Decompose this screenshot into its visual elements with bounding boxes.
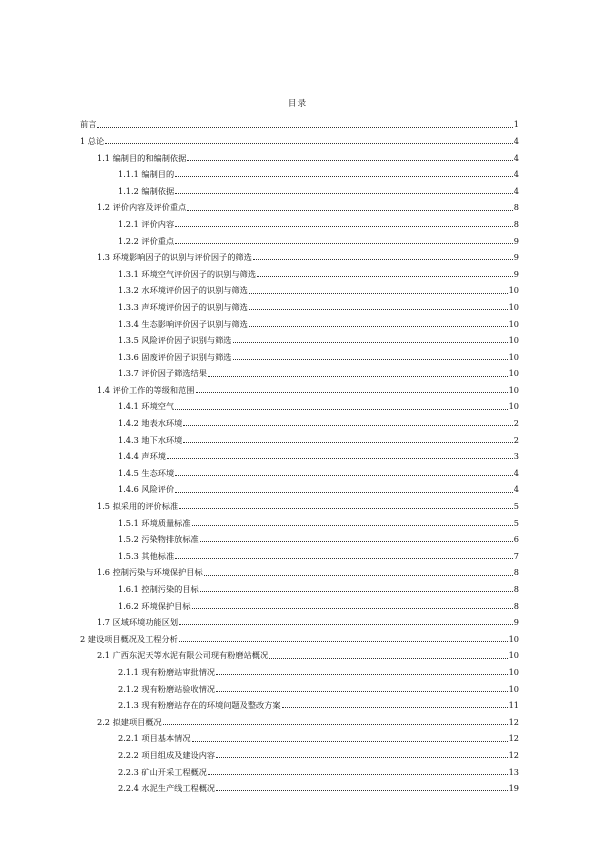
toc-entry-title: 2.1 广西东泥天等水泥有限公司现有粉磨站概况: [97, 650, 269, 661]
toc-entry-title: 1.4.2 地表水环境: [118, 418, 183, 429]
toc-entry[interactable]: [80, 428, 519, 445]
toc-entry-title: 1.5 拟采用的评价标准: [97, 501, 179, 512]
dot-leader: [179, 508, 513, 509]
toc-entry-page-number: 8: [513, 600, 519, 611]
toc-entry-page-number: 10: [508, 650, 519, 661]
toc-entry-title: 2.2 拟建项目概况: [97, 716, 162, 727]
dot-leader: [249, 293, 508, 294]
dot-leader: [200, 591, 513, 592]
toc-entry-title: 2 建设项目概况及工程分析: [80, 633, 178, 644]
toc-entry-page-number: 10: [508, 335, 519, 346]
dot-leader: [183, 442, 512, 443]
toc-entry-title: 1.4.4 声环境: [118, 451, 166, 462]
toc-entry-page-number: 8: [513, 218, 519, 229]
dot-leader: [216, 790, 507, 791]
toc-entry[interactable]: [80, 395, 519, 412]
toc-entry[interactable]: [80, 511, 519, 528]
toc-entry-page-number: 6: [513, 534, 519, 545]
toc-entry-title: 1.4.6 风险评价: [118, 484, 175, 495]
toc-entry-page-number: 1: [513, 119, 519, 130]
dot-leader: [179, 624, 513, 625]
toc-entry[interactable]: [80, 163, 519, 180]
toc-entry[interactable]: [80, 544, 519, 561]
dot-leader: [163, 724, 508, 725]
toc-entry[interactable]: [80, 345, 519, 362]
toc-entry[interactable]: [80, 611, 519, 628]
toc-entry-title: 1.3.1 环境空气评价因子的识别与筛选: [118, 268, 257, 279]
toc-entry-page-number: 12: [508, 733, 519, 744]
toc-entry-title: 1.4 评价工作的等级和范围: [97, 384, 195, 395]
toc-entry[interactable]: [80, 661, 519, 678]
toc-entry-title: 1.6.2 环境保护目标: [118, 600, 191, 611]
dot-leader: [187, 210, 512, 211]
toc-entry-title: 1.3.2 水环境评价因子的识别与筛选: [118, 285, 248, 296]
toc-entry-page-number: 5: [513, 517, 519, 528]
toc-entry-title: 2.2.2 项目组成及建设内容: [118, 749, 216, 760]
dot-leader: [233, 359, 508, 360]
dot-leader: [216, 691, 507, 692]
dot-leader: [196, 392, 508, 393]
toc-entry-title: 1.5.2 污染物排放标准: [118, 534, 199, 545]
toc-entry-title: 1 总论: [80, 135, 105, 146]
toc-entry-title: 1.4.5 生态环境: [118, 467, 175, 478]
toc-entry-title: 1.3.3 声环境评价因子的识别与筛选: [118, 301, 248, 312]
toc-entry[interactable]: [80, 113, 519, 130]
dot-leader: [175, 492, 513, 493]
toc-entry[interactable]: [80, 296, 519, 313]
dot-leader: [282, 707, 508, 708]
toc-entry-title: 1.1 编制目的和编制依据: [97, 152, 187, 163]
toc-entry[interactable]: [80, 627, 519, 644]
toc-entry-title: 1.2.1 评价内容: [118, 218, 175, 229]
dot-leader: [216, 757, 507, 758]
toc-entry-title: 2.2.1 项目基本情况: [118, 733, 191, 744]
toc-entry-page-number: 9: [513, 235, 519, 246]
toc-entry-page-number: 19: [508, 783, 519, 794]
toc-entry-page-number: 12: [508, 749, 519, 760]
toc-entry-page-number: 8: [513, 567, 519, 578]
dot-leader: [200, 541, 513, 542]
toc-entry[interactable]: [80, 179, 519, 196]
toc-entry[interactable]: [80, 594, 519, 611]
toc-entry[interactable]: [80, 445, 519, 462]
toc-entry-page-number: 10: [508, 401, 519, 412]
toc-entry-page-number: 4: [513, 152, 519, 163]
toc-entry[interactable]: [80, 644, 519, 661]
toc-entry[interactable]: [80, 196, 519, 213]
toc-entry[interactable]: [80, 246, 519, 263]
toc-entry-page-number: 4: [513, 185, 519, 196]
dot-leader: [249, 309, 508, 310]
toc-entry-title: 1.3.6 固废评价因子识别与筛选: [118, 351, 232, 362]
toc-entry-page-number: 4: [513, 135, 519, 146]
toc-entry-page-number: 8: [513, 202, 519, 213]
toc-entry-title: 2.1.1 现有粉磨站审批情况: [118, 666, 216, 677]
toc-entry[interactable]: [80, 279, 519, 296]
toc-entry[interactable]: [80, 412, 519, 429]
toc-entry-title: 1.3.4 生态影响评价因子识别与筛选: [118, 318, 248, 329]
toc-entry-title: 1.1.1 编制目的: [118, 169, 175, 180]
toc-entry[interactable]: [80, 379, 519, 396]
toc-entry-title: 1.5.3 其他标准: [118, 550, 175, 561]
toc-entry-page-number: 7: [513, 550, 519, 561]
dot-leader: [204, 575, 513, 576]
dot-leader: [175, 558, 513, 559]
toc-entry-page-number: 12: [508, 716, 519, 727]
toc-entry-page-number: 11: [508, 700, 519, 711]
toc-entry[interactable]: [80, 495, 519, 512]
toc-entry-title: 1.6 控制污染与环境保护目标: [97, 567, 203, 578]
toc-entry-title: 2.1.3 现有粉磨站存在的环境问题及整改方案: [118, 700, 281, 711]
toc-entry-page-number: 10: [508, 683, 519, 694]
toc-entry[interactable]: [80, 213, 519, 230]
toc-entry[interactable]: [80, 777, 519, 794]
toc-entry-page-number: 10: [508, 301, 519, 312]
toc-entry-title: 前言: [80, 119, 97, 130]
dot-leader: [175, 226, 513, 227]
dot-leader: [253, 259, 513, 260]
toc-entry-page-number: 4: [513, 484, 519, 495]
toc-entry-title: 1.3 环境影响因子的识别与评价因子的筛选: [97, 252, 252, 263]
toc-entry-page-number: 5: [513, 501, 519, 512]
dot-leader: [97, 127, 512, 128]
toc-entry-title: 1.3.5 风险评价因子识别与筛选: [118, 335, 232, 346]
toc-entry[interactable]: [80, 130, 519, 147]
dot-leader: [179, 641, 508, 642]
toc-entry-page-number: 10: [508, 351, 519, 362]
dot-leader: [167, 458, 513, 459]
dot-leader: [269, 658, 507, 659]
dot-leader: [208, 774, 508, 775]
toc-entry[interactable]: [80, 461, 519, 478]
dot-leader: [175, 176, 513, 177]
toc-entry-page-number: 10: [508, 633, 519, 644]
toc-entry[interactable]: [80, 478, 519, 495]
dot-leader: [257, 276, 513, 277]
toc-entry[interactable]: [80, 229, 519, 246]
toc-entry-title: 1.1.2 编制依据: [118, 185, 175, 196]
page-title: 目录: [287, 99, 308, 109]
dot-leader: [175, 409, 507, 410]
toc-entry[interactable]: [80, 727, 519, 744]
toc-entry-page-number: 10: [508, 318, 519, 329]
toc-entry[interactable]: [80, 694, 519, 711]
dot-leader: [192, 608, 513, 609]
toc-entry-title: 1.2 评价内容及评价重点: [97, 202, 187, 213]
dot-leader: [175, 475, 513, 476]
toc-entry-title: 1.4.1 环境空气: [118, 401, 175, 412]
toc-entry[interactable]: [80, 710, 519, 727]
toc-entry-page-number: 4: [513, 467, 519, 478]
toc-entry-page-number: 9: [513, 252, 519, 263]
toc-entry[interactable]: [80, 146, 519, 163]
dot-leader: [175, 193, 513, 194]
dot-leader: [208, 376, 508, 377]
toc-entry-title: 1.4.3 地下水环境: [118, 434, 183, 445]
toc-entry[interactable]: [80, 677, 519, 694]
toc-entry[interactable]: [80, 528, 519, 545]
toc-entry-page-number: 9: [513, 617, 519, 628]
toc-entry-title: 1.3.7 评价因子筛选结果: [118, 368, 207, 379]
toc-entry-page-number: 8: [513, 584, 519, 595]
toc-entry-page-number: 10: [508, 368, 519, 379]
toc-entry[interactable]: [80, 760, 519, 777]
toc-entry-page-number: 2: [513, 418, 519, 429]
dot-leader: [175, 243, 513, 244]
table-of-contents: [80, 113, 519, 793]
toc-entry[interactable]: [80, 561, 519, 578]
dot-leader: [105, 143, 513, 144]
toc-entry-page-number: 10: [508, 384, 519, 395]
toc-entry[interactable]: [80, 744, 519, 761]
toc-entry-page-number: 3: [513, 451, 519, 462]
dot-leader: [183, 425, 512, 426]
toc-entry-title: 1.7 区域环境功能区划: [97, 617, 179, 628]
dot-leader: [216, 674, 507, 675]
toc-entry[interactable]: [80, 578, 519, 595]
dot-leader: [187, 160, 512, 161]
dot-leader: [249, 326, 508, 327]
toc-entry-title: 2.1.2 现有粉磨站验收情况: [118, 683, 216, 694]
toc-entry-title: 1.2.2 评价重点: [118, 235, 175, 246]
toc-entry[interactable]: [80, 329, 519, 346]
toc-entry-page-number: 13: [508, 766, 519, 777]
toc-entry-title: 1.6.1 控制污染的目标: [118, 584, 199, 595]
toc-entry-title: 2.2.3 矿山开采工程概况: [118, 766, 207, 777]
toc-entry-page-number: 2: [513, 434, 519, 445]
toc-entry[interactable]: [80, 262, 519, 279]
toc-entry-page-number: 9: [513, 268, 519, 279]
toc-entry-page-number: 4: [513, 169, 519, 180]
toc-entry-title: 2.2.4 水泥生产线工程概况: [118, 783, 216, 794]
dot-leader: [192, 525, 513, 526]
toc-entry-title: 1.5.1 环境质量标准: [118, 517, 191, 528]
toc-entry[interactable]: [80, 362, 519, 379]
toc-entry-page-number: 10: [508, 666, 519, 677]
toc-entry[interactable]: [80, 312, 519, 329]
dot-leader: [233, 342, 508, 343]
toc-entry-page-number: 10: [508, 285, 519, 296]
dot-leader: [192, 741, 508, 742]
